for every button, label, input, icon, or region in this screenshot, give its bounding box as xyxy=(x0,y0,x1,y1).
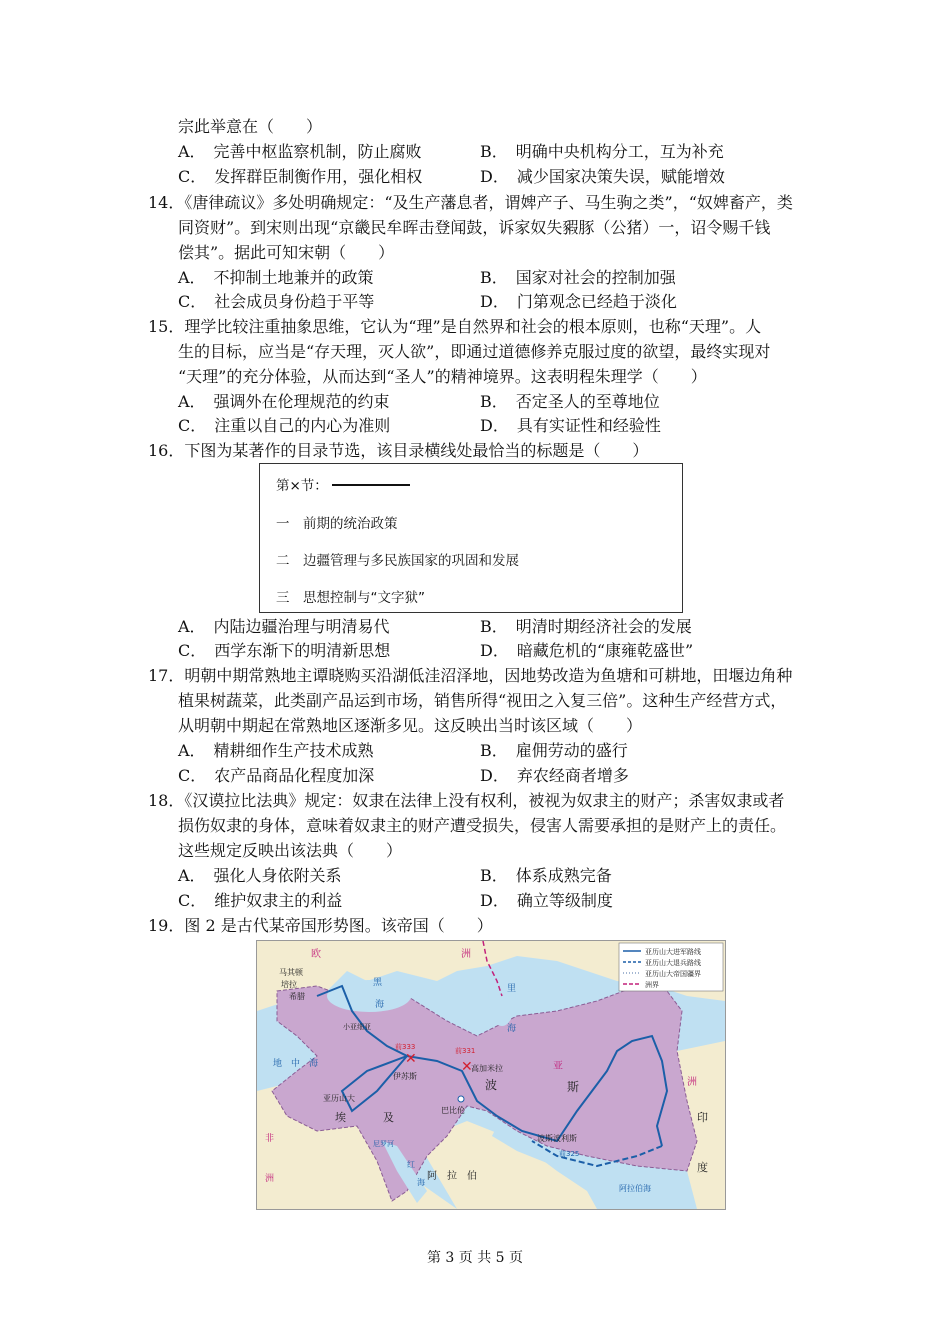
q18-stem-line3: 这些规定反映出该法典（ ） xyxy=(178,841,403,860)
q18-option-a[interactable]: A． 强化人身依附关系 xyxy=(178,866,342,885)
q15-option-b[interactable]: B． 否定圣人的至尊地位 xyxy=(480,392,660,411)
map-label-red-sea-2: 海 xyxy=(417,1178,425,1187)
map-label-greece: 希腊 xyxy=(289,992,305,1001)
map-label-macedonia: 马其顿 xyxy=(279,968,303,977)
q16-option-b[interactable]: B． 明清时期经济社会的发展 xyxy=(480,617,692,636)
map-label-persepolis: 波斯波利斯 xyxy=(537,1134,577,1143)
map-label-europe-1: 欧 xyxy=(311,949,321,960)
q16-stem-line1: 16．下图为某著作的目录节选，该目录横线处最恰当的标题是（ ） xyxy=(148,441,649,460)
q13-option-b[interactable]: B． 明确中央机构分工，互为补充 xyxy=(480,142,724,161)
q13-option-d[interactable]: D． 减少国家决策失误，赋能增效 xyxy=(480,167,725,186)
q14-stem-line3: 偿其”。据此可知宋朝（ ） xyxy=(178,243,395,262)
q14-stem-line2: 同资财”。到宋则出现“京畿民牟晖击登闻鼓，诉家奴失豭豚（公猪）一，诏令赐千钱 xyxy=(178,218,771,237)
map-label-arabian-sea: 阿拉伯海 xyxy=(619,1184,651,1193)
q14-stem-line1: 14．《唐律疏议》多处明确规定：“及生产藩息者，谓婢产子、马生驹之类”，“奴婢畜产，类 xyxy=(148,193,793,212)
q15-stem-line1: 15．理学比较注重抽象思维，它认为“理”是自然界和社会的根本原则，也称“天理”。人 xyxy=(148,317,762,336)
q14-option-c[interactable]: C． 社会成员身份趋于平等 xyxy=(178,292,375,311)
map-label-pella: 培拉 xyxy=(281,980,297,989)
map-label-persia-2: 斯 xyxy=(567,1080,580,1094)
legend-border-label: 亚历山大帝国疆界 xyxy=(645,970,701,978)
map-label-india-2: 度 xyxy=(697,1161,708,1174)
q17-stem-line3: 从明朝中期起在常熟地区逐渐多见。这反映出当时该区域（ ） xyxy=(178,716,643,735)
map-label-black-sea-2: 海 xyxy=(375,1000,385,1010)
q18-option-c[interactable]: C． 维护奴隶主的利益 xyxy=(178,891,343,910)
map-label-egypt-2: 及 xyxy=(383,1111,394,1124)
map-label-india-1: 印 xyxy=(697,1111,708,1124)
map-label-med-1: 地 xyxy=(273,1059,283,1069)
legend-continent-label: 洲界 xyxy=(645,981,659,989)
map-label-caspian-2: 海 xyxy=(507,1024,517,1034)
page-footer: 第 3 页 共 5 页 xyxy=(426,1250,524,1266)
legend-advance-label: 亚历山大进军路线 xyxy=(645,948,701,956)
map-label-africa-1: 非 xyxy=(265,1134,275,1144)
q18-stem-line1: 18．《汉谟拉比法典》规定：奴隶在法律上没有权利，被视为奴隶主的财产；杀害奴隶或者 xyxy=(148,791,785,810)
q13-option-c[interactable]: C． 发挥群臣制衡作用，强化相权 xyxy=(178,167,423,186)
q17-option-c[interactable]: C． 农产品商品化程度加深 xyxy=(178,766,375,785)
toc-blank-line xyxy=(332,484,410,486)
map-label-year-333: 前333 xyxy=(395,1043,416,1051)
map-label-europe-2: 洲 xyxy=(461,949,471,960)
map-label-asia-1: 亚 xyxy=(553,1061,563,1072)
map-label-africa-2: 洲 xyxy=(265,1174,275,1184)
toc-item-1: 一 前期的统治政策 xyxy=(276,516,398,532)
q15-option-a[interactable]: A． 强调外在伦理规范的约束 xyxy=(178,392,390,411)
map-legend xyxy=(619,943,723,991)
q18-stem-line2: 损伤奴隶的身体，意味着奴隶主的财产遭受损失，侵害人需要承担的是财产上的责任。 xyxy=(178,816,787,835)
map-label-year-325: 前325 xyxy=(559,1150,580,1158)
q17-stem-line2: 植果树蔬菜，此类副产品运到市场，销售所得“视田之入复三倍”。这种生产经营方式， xyxy=(178,691,787,710)
table-of-contents-box xyxy=(259,463,683,613)
map-black-sea xyxy=(327,980,411,1012)
map-label-gaugamela: 高加米拉 xyxy=(471,1064,503,1073)
map-label-arabia: 阿 拉 伯 xyxy=(427,1171,477,1182)
q19-stem-line1: 19．图 2 是古代某帝国形势图。该帝国（ ） xyxy=(148,916,493,935)
map-label-asia-minor: 小亚细亚 xyxy=(343,1023,371,1031)
q14-option-a[interactable]: A． 不抑制土地兼并的政策 xyxy=(178,268,374,287)
q17-stem-line1: 17．明朝中期常熟地主谭晓购买沿湖低洼沼泽地，因地势改造为鱼塘和可耕地，田堰边角种 xyxy=(148,666,793,685)
map-label-black-sea-1: 黑 xyxy=(373,978,383,988)
q17-option-a[interactable]: A． 精耕细作生产技术成熟 xyxy=(178,741,374,760)
toc-item-3: 三 思想控制与“文字狱” xyxy=(276,590,425,606)
empire-map-svg xyxy=(257,941,725,1209)
q18-option-d[interactable]: D． 确立等级制度 xyxy=(480,891,613,910)
map-label-red-sea-1: 红 xyxy=(407,1160,415,1169)
map-label-year-331: 前331 xyxy=(455,1047,476,1055)
map-label-issus: 伊苏斯 xyxy=(393,1072,417,1081)
toc-item-2: 二 边疆管理与多民族国家的巩固和发展 xyxy=(276,553,519,569)
map-label-med-3: 海 xyxy=(309,1059,319,1069)
q17-option-d[interactable]: D． 弃农经商者增多 xyxy=(480,766,629,785)
q13-stem-tail: 宗此举意在（ ） xyxy=(178,117,323,136)
toc-heading xyxy=(276,474,410,494)
q17-option-b[interactable]: B． 雇佣劳动的盛行 xyxy=(480,741,628,760)
battle-marker-gaugamela: ✕ xyxy=(461,1059,473,1075)
q16-option-d[interactable]: D． 暗藏危机的“康雍乾盛世” xyxy=(480,641,694,660)
map-label-nile: 尼罗河 xyxy=(373,1140,394,1148)
map-label-egypt-1: 埃 xyxy=(335,1111,346,1124)
q13-option-a[interactable]: A． 完善中枢监察机制，防止腐败 xyxy=(178,142,422,161)
q14-option-b[interactable]: B． 国家对社会的控制加强 xyxy=(480,268,676,287)
map-label-med-2: 中 xyxy=(291,1059,301,1069)
city-marker-babylon xyxy=(458,1096,464,1102)
map-label-caspian-1: 里 xyxy=(507,984,517,994)
empire-map xyxy=(256,940,726,1210)
map-label-asia-2: 洲 xyxy=(687,1077,697,1088)
map-label-babylon: 巴比伦 xyxy=(441,1106,465,1115)
q15-stem-line3: “天理”的充分体验，从而达到“圣人”的精神境界。这表明程朱理学（ ） xyxy=(178,367,707,386)
q16-option-a[interactable]: A． 内陆边疆治理与明清易代 xyxy=(178,617,390,636)
map-label-persia-1: 波 xyxy=(485,1078,498,1092)
legend-retreat-label: 亚历山大退兵路线 xyxy=(645,959,701,967)
map-label-alexandria: 亚历山大 xyxy=(323,1094,355,1103)
q15-option-d[interactable]: D． 具有实证性和经验性 xyxy=(480,416,661,435)
q18-option-b[interactable]: B． 体系成熟完备 xyxy=(480,866,612,885)
q16-option-c[interactable]: C． 西学东渐下的明清新思想 xyxy=(178,641,391,660)
battle-marker-issus: ✕ xyxy=(405,1051,417,1067)
toc-heading-label: 第×节： xyxy=(276,478,328,494)
q15-stem-line2: 生的目标，应当是“存天理，灭人欲”，即通过道德修养克服过度的欲望，最终实现对 xyxy=(178,342,771,361)
q15-option-c[interactable]: C． 注重以自己的内心为准则 xyxy=(178,416,391,435)
q14-option-d[interactable]: D． 门第观念已经趋于淡化 xyxy=(480,292,677,311)
